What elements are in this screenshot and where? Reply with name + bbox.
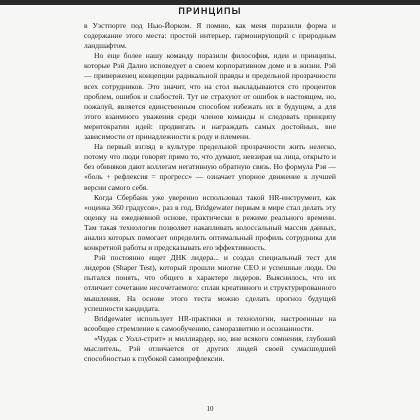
paragraph-2: Но еще более нашу команду поразили философия, идеи и принципы, которые Рэй Далио исповедует в своем корпоративном доме и в жизни. Рэй — приверженец концепции радикальной правды и предельной прозрачности всех сотрудников. Это значит, что на стол выкладываются сто процентов проблем, ошибок и слабостей. Тут не страхуют от ошибок в настоящем, но, пожалуй, является единственным способом избежать их в будущем, а для этого взаимного уважения среди членов команды и следовать принципу меритократии идей: продвигать и награждать самых достойных, вне зависимости от принадлежности к роду и племени. <box>84 51 336 142</box>
page-body <box>84 21 336 364</box>
paragraph-3: На первый взгляд в культуре предельной прозрачности жить нелегко, потому что люди говорят прямо то, что думают, невзирая на лица, открыто и без обиняков дают коллегам негативную обратную связь. Но формула Рэя — «боль + рефлексия = прогресс» — означает упорное движение к лучшей версии самого себя. <box>84 142 336 192</box>
paragraph-7: «Чудак с Уолл-стрит» и миллиардер, но, вне всякого сомнения, глубокий мыслитель, Рэй отличается от других людей своей сумасшедшей способностью к глубокой самопрефлексии. <box>84 333 336 364</box>
paragraph-1: в Уэстпорте под Нью-Йорком. Я помню, как меня поразили форма и содержание этого места: простой интерьер, гармонирующий с природным ландшафтом. <box>84 21 336 51</box>
running-head: ПРИНЦИПЫ <box>178 6 242 16</box>
paragraph-5: Рэй постоянно ищет ДНК лидера... и создал специальный тест для лидеров (Shaper Test), который прошли многие CEO и успешные люди. Он пытался понять, что общего в характере лидеров. Выяснилось, что их отличает сочетание несочетаемого: сплав креативного и структурированного мышления. На основе этого теста можно сделать прогноз будущей успешности кандидата. <box>84 253 336 313</box>
page-number: 10 <box>206 405 214 413</box>
header-bar <box>0 0 420 5</box>
paragraph-4: Когда Сбербанк уже уверенно использовал такой HR-инструмент, как «оценка 360 градусов», раз в год, Bridgewater первым в мире стал делать эту оценку на ежедневной основе, практически в режиме реального времени. Там такая технология позволяет накапливать колоссальный массив данных, анализ которых помогает определить оптимальный профиль сотрудника для конкретной работы и предсказывать его эффективность. <box>84 192 336 253</box>
paragraph-6: Bridgewater использует HR-практики и технологии, настроенные на всеобщее стремление к самообучению, саморазвитию и осознанности. <box>84 313 336 333</box>
